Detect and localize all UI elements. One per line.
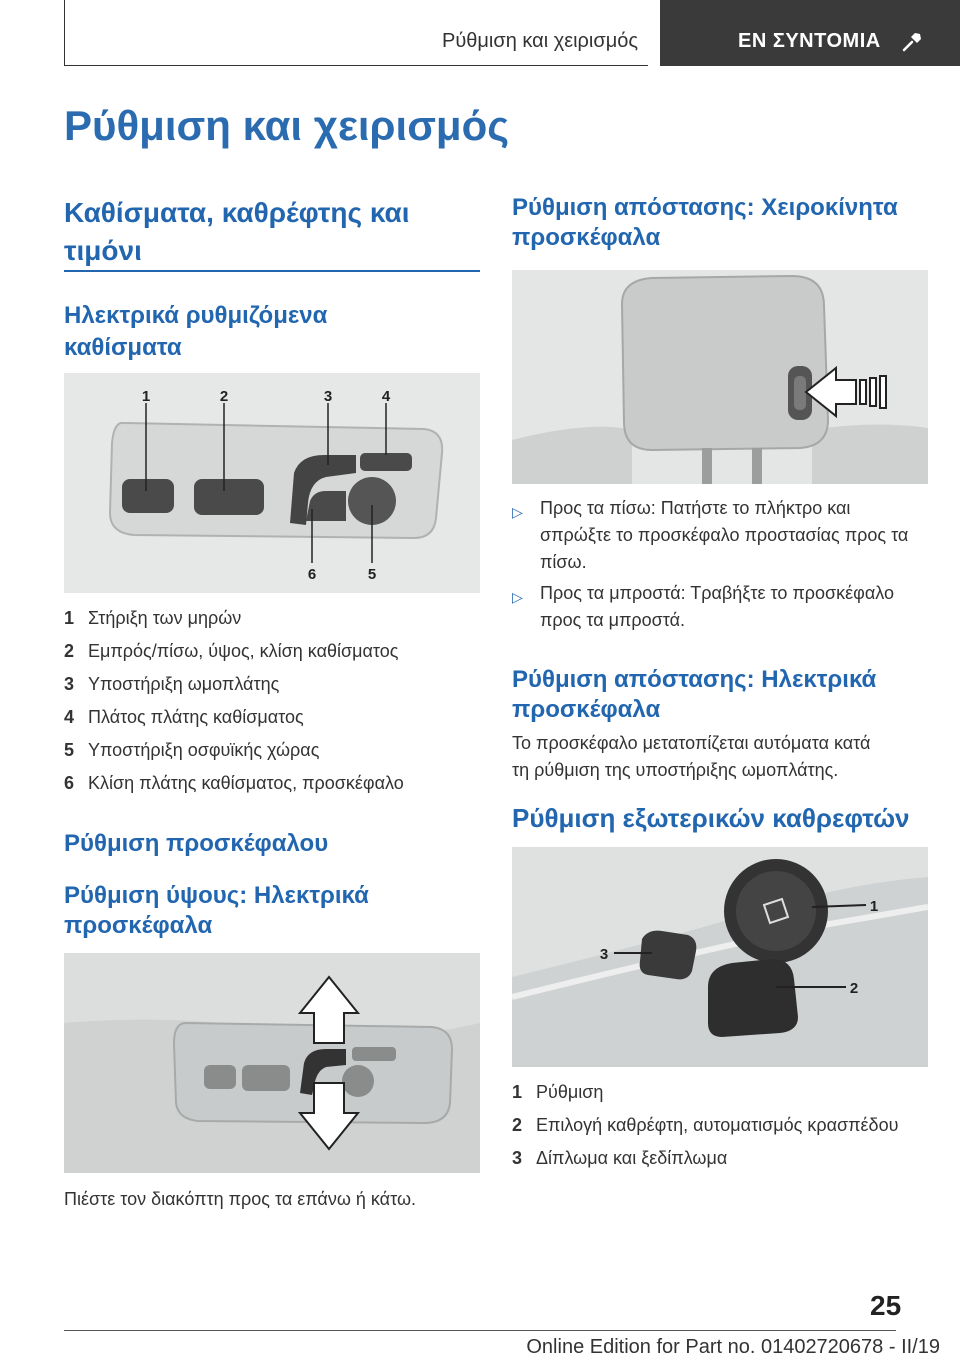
bullet-item xyxy=(512,495,928,575)
mirror-callout-1: 1 xyxy=(869,898,879,915)
legend-row xyxy=(64,773,480,797)
pin-icon xyxy=(900,28,926,54)
heading-electric-dist-line2: προσκέφαλα xyxy=(512,696,661,723)
heading-height-line2: προσκέφαλα xyxy=(64,912,213,939)
para-electric-line2: τη ρύθμιση της υποστήριξης ωμοπλάτης. xyxy=(512,760,839,780)
bullet-text-line: πίσω. xyxy=(540,552,587,572)
legend-text: Υποστήριξη ωμοπλάτης xyxy=(88,674,280,694)
heading-height-line1: Ρύθμιση ύψους: Ηλεκτρικά xyxy=(64,882,369,909)
legend-row xyxy=(64,641,480,665)
legend-num: 2 xyxy=(512,1115,523,1135)
seat-callout-3: 3 xyxy=(323,388,333,405)
legend-text: Πλάτος πλάτης καθίσματος xyxy=(88,707,304,727)
triangle-right-icon: ▷ xyxy=(512,504,523,520)
legend-row xyxy=(64,674,480,698)
legend-row xyxy=(512,1082,928,1106)
bullet-text-line: Προς τα πίσω: Πατήστε το πλήκτρο και xyxy=(540,498,851,518)
heading-manual-line2: προσκέφαλα xyxy=(512,224,661,251)
heading-seats-line1: Καθίσματα, καθρέφτης και xyxy=(64,197,410,228)
mirror-callout-3: 3 xyxy=(599,946,609,963)
page-title: Ρύθμιση και χειρισμός xyxy=(64,102,510,149)
bullet-text-line: Προς τα μπροστά: Τραβήξτε το προσκέφαλο xyxy=(540,583,894,603)
bullet-text-line: σπρώξτε το προσκέφαλο προστασίας προς τα xyxy=(540,525,909,545)
legend-num: 2 xyxy=(64,641,75,661)
legend-text: Κλίση πλάτης καθίσματος, προσκέφαλο xyxy=(88,773,404,793)
heading-electric-seats-line1: Ηλεκτρικά ρυθμιζόμενα xyxy=(64,302,328,329)
seat-callout-6: 6 xyxy=(307,566,317,583)
para-electric-line1: Το προσκέφαλο μετατοπίζεται αυτόματα κατά xyxy=(512,733,871,753)
bullet-item xyxy=(512,580,928,636)
triangle-right-icon: ▷ xyxy=(512,589,523,605)
legend-num: 5 xyxy=(64,740,75,760)
legend-text: Στήριξη των μηρών xyxy=(88,608,242,628)
legend-text: Επιλογή καθρέφτη, αυτοματισμός κρασπέδου xyxy=(536,1115,899,1135)
heading-headrest: Ρύθμιση προσκέφαλου xyxy=(64,830,329,857)
seat-callout-4: 4 xyxy=(381,388,391,405)
bullet-text-line: προς τα μπροστά. xyxy=(540,610,686,630)
seat-callout-5: 5 xyxy=(367,566,377,583)
heading-rule xyxy=(64,270,480,272)
caption-height: Πιέστε τον διακόπτη προς τα επάνω ή κάτω. xyxy=(64,1189,417,1209)
legend-num: 3 xyxy=(512,1148,523,1168)
legend-num: 1 xyxy=(512,1082,523,1102)
heading-mirrors: Ρύθμιση εξωτερικών καθρεφτών xyxy=(512,803,910,833)
legend-num: 6 xyxy=(64,773,75,793)
header-divider-left xyxy=(64,0,65,66)
header-tab-label: ΕΝ ΣΥΝΤΟΜΙΑ xyxy=(738,30,881,52)
mirror-legend xyxy=(512,1082,928,1182)
legend-num: 4 xyxy=(64,707,75,727)
manual-headrest-image xyxy=(512,270,928,484)
legend-row xyxy=(64,608,480,632)
legend-text: Εμπρός/πίσω, ύψος, κλίση καθίσματος xyxy=(88,641,399,661)
footer-rule xyxy=(64,1330,896,1331)
legend-text: Δίπλωμα και ξεδίπλωμα xyxy=(536,1148,728,1168)
legend-num: 1 xyxy=(64,608,75,628)
mirror-controls-image xyxy=(512,847,928,1067)
legend-row xyxy=(64,740,480,764)
header-divider-bottom xyxy=(64,65,648,66)
heading-manual-line1: Ρύθμιση απόστασης: Χειροκίνητα xyxy=(512,194,898,221)
legend-text: Ρύθμιση xyxy=(536,1082,604,1102)
legend-row xyxy=(512,1115,928,1139)
legend-text: Υποστήριξη οσφυϊκής χώρας xyxy=(88,740,320,760)
legend-row xyxy=(512,1148,928,1172)
heading-electric-dist-line1: Ρύθμιση απόστασης: Ηλεκτρικά xyxy=(512,666,877,693)
header-tab[interactable] xyxy=(660,0,960,66)
page-number: 25 xyxy=(870,1290,902,1321)
legend-num: 3 xyxy=(64,674,75,694)
seat-controls-image xyxy=(64,373,480,593)
header-section-title: Ρύθμιση και χειρισμός xyxy=(441,30,638,52)
heading-electric-seats-line2: καθίσματα xyxy=(64,334,182,361)
seat-callout-1: 1 xyxy=(141,388,151,405)
headrest-height-image xyxy=(64,953,480,1173)
seat-legend xyxy=(64,608,480,808)
legend-row xyxy=(64,707,480,731)
footer-edition: Online Edition for Part no. 01402720678 - II/19 xyxy=(526,1336,940,1358)
mirror-callout-2: 2 xyxy=(849,980,859,997)
heading-seats-line2: τιμόνι xyxy=(64,235,142,266)
seat-callout-2: 2 xyxy=(219,388,229,405)
